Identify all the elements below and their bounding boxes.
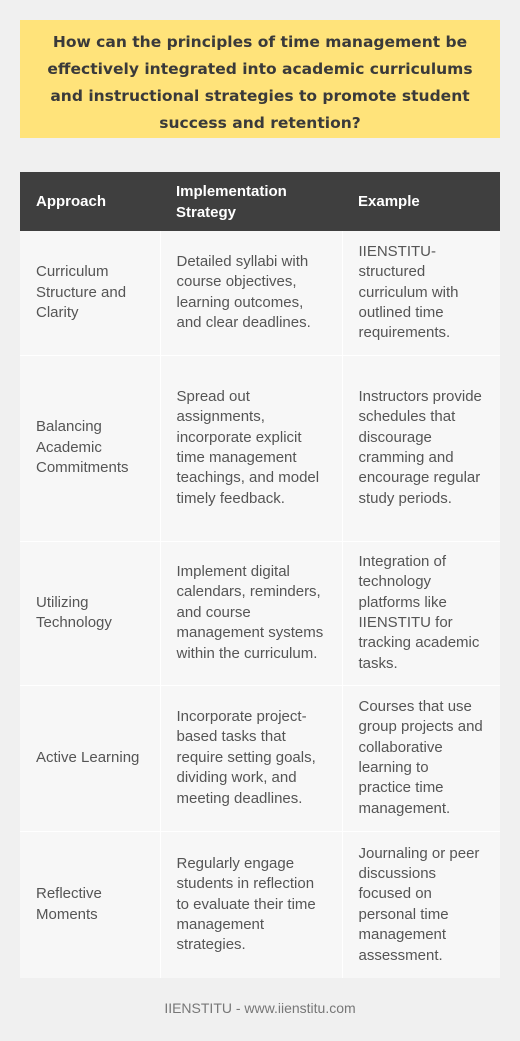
cell-example: Integration of technology platforms like IIENSTITU for tracking academic tasks. [342,541,500,685]
header-approach: Approach [20,172,160,231]
cell-approach: Utilizing Technology [20,541,160,685]
footer-credit: IIENSTITU - www.iienstitu.com [164,1000,356,1016]
table-row [20,831,500,978]
header-implementation-strategy: Implementation Strategy [160,172,342,231]
cell-approach: Active Learning [20,685,160,831]
header-example: Example [342,172,500,231]
table-row [20,685,500,831]
table-row [20,541,500,685]
cell-example: Journaling or peer discussions focused on personal time management assessment. [342,831,500,978]
cell-example: IIENSTITU-structured curriculum with outlined time requirements. [342,231,500,355]
table-row [20,355,500,541]
table-header-row [20,172,500,231]
cell-strategy: Implement digital calendars, reminders, and course management systems within the curriculum. [160,541,342,685]
cell-strategy: Detailed syllabi with course objectives, learning outcomes, and clear deadlines. [160,231,342,355]
cell-strategy: Regularly engage students in reflection to evaluate their time management strategies. [160,831,342,978]
approach-table [20,172,500,978]
approach-table-container [20,172,500,978]
cell-strategy: Incorporate project-based tasks that require setting goals, dividing work, and meeting deadlines. [160,685,342,831]
cell-approach: Balancing Academic Commitments [20,355,160,541]
cell-example: Instructors provide schedules that discourage cramming and encourage regular study periods. [342,355,500,541]
cell-strategy: Spread out assignments, incorporate explicit time management teachings, and model timely feedback. [160,355,342,541]
title-banner [20,20,500,138]
table-row [20,231,500,355]
page-title: How can the principles of time management be effectively integrated into academic curriculums and instructional strategies to promote student success and retention? [47,33,473,132]
cell-approach: Curriculum Structure and Clarity [20,231,160,355]
cell-example: Courses that use group projects and collaborative learning to practice time management. [342,685,500,831]
cell-approach: Reflective Moments [36,885,102,923]
